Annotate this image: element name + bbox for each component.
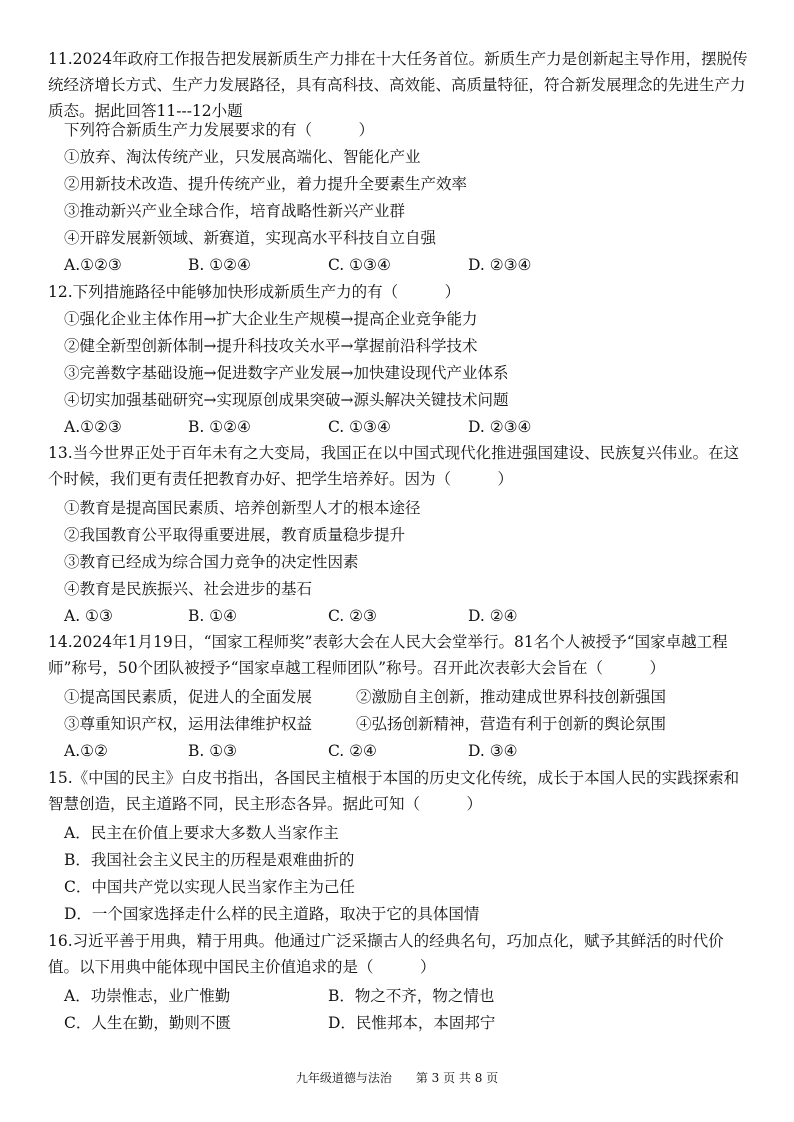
question-11-item-3: ③推动新兴产业全球合作，培育战略性新兴产业群 xyxy=(64,202,406,220)
question-11-option-b: B. ①②④ xyxy=(188,256,251,274)
question-12-options xyxy=(64,417,704,437)
question-14-items-row-2 xyxy=(64,714,744,734)
question-16-option-d: D．民惟邦本，本固邦宁 xyxy=(328,1014,496,1032)
question-15-option-b: B．我国社会主义民主的历程是艰难曲折的 xyxy=(64,851,355,869)
question-16-options-row-1 xyxy=(64,986,704,1006)
question-12-item-1: ①强化企业主体作用→扩大企业生产规模→提高企业竞争能力 xyxy=(64,310,478,328)
question-14-option-b: B. ①③ xyxy=(188,742,238,760)
question-11-item-4: ④开辟发展新领域、新赛道，实现高水平科技自立自强 xyxy=(64,229,437,247)
question-12-option-b: B. ①②④ xyxy=(188,418,251,436)
question-13-item-4: ④教育是民族振兴、社会进步的基石 xyxy=(64,580,313,598)
question-11-subquestion: 下列符合新质生产力发展要求的有（ ） xyxy=(64,121,375,139)
question-14-stem: 14.2024年1月19日，“国家工程师奖”表彰大会在人民大会堂举行。81名个人被授予“国家卓越工程师”称号，50个团队被授予“国家卓越工程师团队”称号。召开此次表彰大会旨在（ ） xyxy=(48,633,728,677)
question-11-stem: 11.2024年政府工作报告把发展新质生产力排在十大任务首位。新质生产力是创新起主导作用，摆脱传统经济增长方式、生产力发展路径，具有高科技、高效能、高质量特征，符合新发展理念的先进生产力质态。据此回答11---12小题 xyxy=(48,50,748,120)
question-14-item-3: ③尊重知识产权，运用法律维护权益 xyxy=(64,715,313,733)
question-11-option-d: D. ②③④ xyxy=(468,256,532,274)
question-16-option-c: C．人生在勤，勤则不匮 xyxy=(64,1014,231,1032)
question-14-items-row-1 xyxy=(64,687,744,707)
question-13-option-a: A. ①③ xyxy=(64,607,113,625)
question-13-options xyxy=(64,606,704,626)
question-16-option-a: A．功崇惟志，业广惟勤 xyxy=(64,987,231,1005)
question-14-option-a: A.①② xyxy=(64,742,108,760)
question-11-option-a: A.①②③ xyxy=(64,256,122,274)
question-13-item-1: ①教育是提高国民素质、培养创新型人才的根本途径 xyxy=(64,499,421,517)
question-13-option-b: B. ①④ xyxy=(188,607,238,625)
question-12-option-a: A.①②③ xyxy=(64,418,122,436)
question-15-option-a: A．民主在价值上要求大多数人当家作主 xyxy=(64,824,339,842)
question-11-item-1: ①放弃、淘汰传统产业，只发展高端化、智能化产业 xyxy=(64,148,421,166)
question-16-options-row-2 xyxy=(64,1013,704,1033)
question-12-item-4: ④切实加强基础研究→实现原创成果突破→源头解决关键技术问题 xyxy=(64,391,509,409)
question-14-option-d: D. ③④ xyxy=(468,742,518,760)
question-11-options xyxy=(64,255,704,275)
question-12-item-2: ②健全新型创新体制→提升科技攻关水平→掌握前沿科学技术 xyxy=(64,337,478,355)
page-footer: 九年级道德与法治 第 3 页 共 8 页 xyxy=(295,1071,499,1085)
question-13-stem: 13.当今世界正处于百年未有之大变局，我国正在以中国式现代化推进强国建设、民族复兴伟业。在这个时候，我们更有责任把教育办好、把学生培养好。因为（ ） xyxy=(48,444,740,488)
question-15-option-d: D．一个国家选择走什么样的民主道路，取决于它的具体国情 xyxy=(64,905,480,923)
question-12-stem: 12.下列措施路径中能够加快形成新质生产力的有（ ） xyxy=(48,283,461,301)
question-15-stem: 15.《中国的民主》白皮书指出，各国民主植根于本国的历史文化传统，成长于本国人民的实践探索和智慧创造，民主道路不同，民主形态各异。据此可知（ ） xyxy=(48,769,740,813)
question-13-option-d: D. ②④ xyxy=(468,607,518,625)
question-14-option-c: C. ②④ xyxy=(328,742,377,760)
question-11-option-c: C. ①③④ xyxy=(328,256,391,274)
question-16-option-b: B．物之不齐，物之情也 xyxy=(328,987,495,1005)
question-14-item-2: ②激励自主创新，推动建成世界科技创新强国 xyxy=(356,688,667,706)
question-16-stem: 16.习近平善于用典，精于用典。他通过广泛采撷古人的经典名句，巧加点化，赋予其鲜活的时代价值。以下用典中能体现中国民主价值追求的是（ ） xyxy=(48,932,724,976)
question-13-option-c: C. ②③ xyxy=(328,607,377,625)
question-14-options xyxy=(64,741,704,761)
question-15-option-c: C．中国共产党以实现人民当家作主为己任 xyxy=(64,878,355,896)
question-14-item-1: ①提高国民素质，促进人的全面发展 xyxy=(64,688,313,706)
question-12-option-c: C. ①③④ xyxy=(328,418,391,436)
question-11-item-2: ②用新技术改造、提升传统产业，着力提升全要素生产效率 xyxy=(64,175,468,193)
question-13-item-3: ③教育已经成为综合国力竞争的决定性因素 xyxy=(64,553,359,571)
question-12-option-d: D. ②③④ xyxy=(468,418,532,436)
question-13-item-2: ②我国教育公平取得重要进展，教育质量稳步提升 xyxy=(64,526,406,544)
question-12-item-3: ③完善数字基础设施→促进数字产业发展→加快建设现代产业体系 xyxy=(64,364,509,382)
question-14-item-4: ④弘扬创新精神，营造有利于创新的舆论氛围 xyxy=(356,715,667,733)
